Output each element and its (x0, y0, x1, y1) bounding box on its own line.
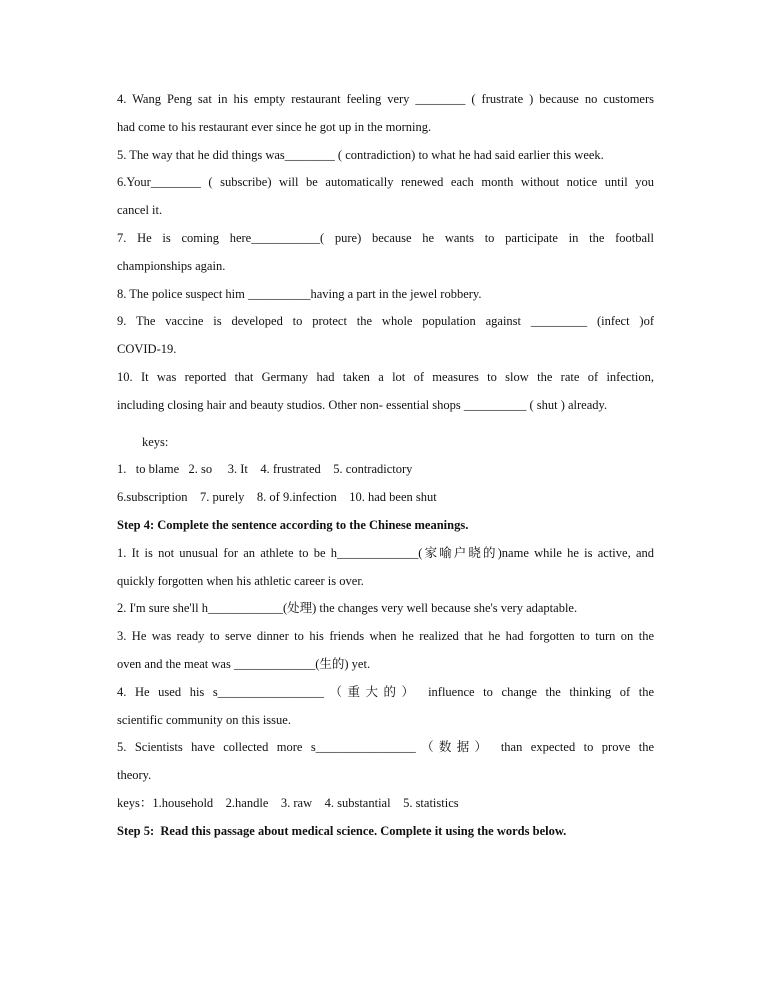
exercise-line-9a: 9. The vaccine is developed to protect the whole population against _________ (infect )of (117, 314, 654, 329)
step4-section (117, 512, 654, 818)
exercise-line-8: 8. The police suspect him __________having a part in the jewel robbery. (117, 286, 482, 301)
exercise-line-9b: COVID-19. (117, 342, 177, 357)
keys-line-2: 6.subscription 7. purely 8. of 9.infection 10. had been shut (117, 490, 437, 505)
step4-line-5a: 5. Scientists have collected more s________________（数据） than expected to prove the (117, 740, 654, 755)
step4-line-4a: 4. He used his s_________________（重大的） influence to change the thinking of the (117, 684, 654, 699)
step4-line-1b: quickly forgotten when his athletic career is over. (117, 573, 364, 588)
step4-line-4b: scientific community on this issue. (117, 712, 291, 727)
exercise-line-6a: 6.Your________ ( subscribe) will be automatically renewed each month without notice until you (117, 175, 654, 190)
step4-line-3b: oven and the meat was _____________(生的) yet. (117, 656, 371, 671)
step4-keys: keys：1.household 2.handle 3. raw 4. substantial 5. statistics (117, 795, 459, 810)
step5-heading: Step 5: Read this passage about medical science. Complete it using the words below. (117, 823, 567, 838)
exercise-line-4a: 4. Wang Peng sat in his empty restaurant feeling very ________ ( frustrate ) because no customers (117, 92, 654, 106)
exercise-line-7a: 7. He is coming here___________( pure) because he wants to participate in the football (117, 230, 654, 245)
exercise-line-10a: 10. It was reported that Germany had taken a lot of measures to slow the rate of infection, (117, 369, 654, 384)
exercise-line-4b: had come to his restaurant ever since he got up in the morning. (117, 119, 432, 134)
document-page (117, 86, 654, 846)
exercise-line-6b: cancel it. (117, 203, 163, 218)
exercise-line-5: 5. The way that he did things was________ ( contradiction) to what he had said earlier this week. (117, 147, 604, 162)
step5-section (117, 818, 654, 846)
step4-line-2: 2. I'm sure she'll h____________(处理) the changes very well because she's very adaptable. (117, 601, 578, 616)
step4-heading: Step 4: Complete the sentence according to the Chinese meanings. (117, 517, 469, 532)
exercise-lines (117, 86, 654, 420)
step4-line-1a: 1. It is not unusual for an athlete to be h_____________(家喻户晓的)name while he is active, and (117, 545, 654, 560)
keys-section (117, 429, 654, 512)
step4-line-5b: theory. (117, 768, 152, 783)
keys-heading: keys: (142, 434, 169, 449)
keys-line-1: 1. to blame 2. so 3. It 4. frustrated 5. contradictory (117, 462, 413, 477)
step4-line-3a: 3. He was ready to serve dinner to his friends when he realized that he had forgotten to turn on the (117, 629, 654, 644)
exercise-line-7b: championships again. (117, 258, 226, 273)
exercise-line-10b: including closing hair and beauty studios. Other non- essential shops __________ ( shut ) already. (117, 397, 608, 412)
